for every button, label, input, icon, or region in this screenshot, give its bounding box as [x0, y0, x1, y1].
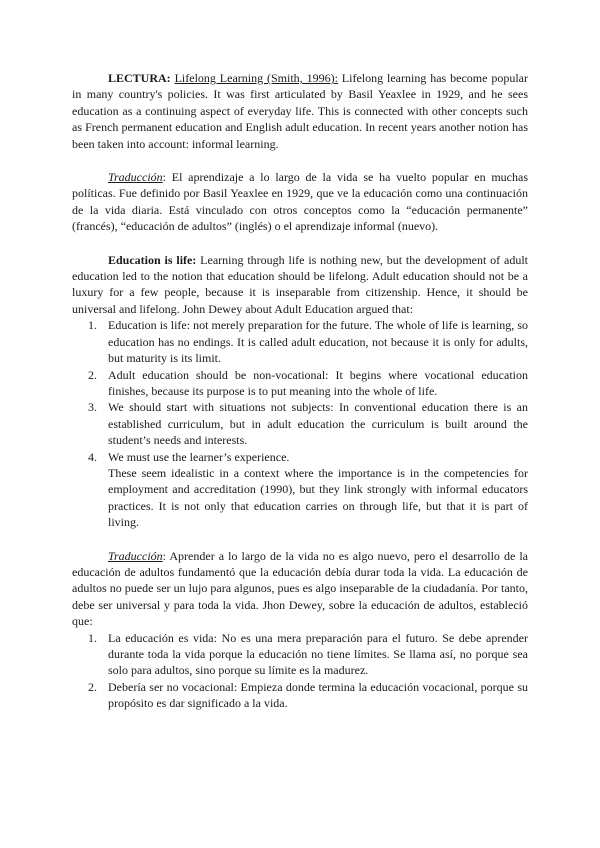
lectura-label: LECTURA:: [108, 71, 171, 85]
list-item: [72, 317, 528, 366]
list-item-text: Education is life: not merely preparation for the future. The whole of life is learning, so education has no endings. It is called adult education, not because it is only for adults, but maturity is its limit.: [108, 318, 528, 366]
traduccion2-paragraph: [72, 548, 528, 630]
list-item: [72, 367, 528, 400]
list-item-number: 3.: [88, 400, 97, 415]
list-item: [72, 449, 528, 465]
traduccion1-paragraph: [72, 169, 528, 235]
list-item-number: 1.: [88, 630, 97, 645]
education-is-life-text: Learning through life is nothing new, but the development of adult education led to the notion that education should be lifelong. Adult education should not be a luxury for a few people, because it is inseparable from citizenship. Hence, it should be universal and lifelong. John Dewey about Adult Education argued that:: [72, 252, 529, 316]
traduccion2-label: Traducción: [108, 548, 163, 563]
list-item-number: 2.: [88, 679, 97, 694]
education-is-life-closing: [72, 465, 528, 531]
dewey-list-es: [72, 630, 528, 712]
lectura-reference: Lifelong Learning (Smith, 1996):: [174, 71, 338, 85]
list-item-number: 4.: [88, 449, 97, 464]
list-item-text: La educación es vida: No es una mera preparación para el futuro. Se debe aprender durante toda la vida porque la educación no tiene límites. Se llama así, no porque sea solo para adultos, sino porque su límite es la madurez.: [108, 630, 528, 678]
traduccion1-text: : El aprendizaje a lo largo de la vida se ha vuelto popular en muchas políticas. Fue definido por Basil Yeaxlee en 1929, que ve la educación como una continuación de la vida diaria. Está vinculado con otros conceptos como la “educación permanente” (francés), “educación de adultos” (inglés) o el aprendizaje informal (nuevo).: [72, 170, 528, 234]
traduccion2-text: : Aprender a lo largo de la vida no es algo nuevo, pero el desarrollo de la educación de adultos fundamentó que la educación debía durar toda la vida. La educación de adultos no puede ser un lujo para algunos, pues es algo inseparable de la ciudadanía. Por tanto, debe ser universal y para toda la vida. Jhon Dewey, sobre la educación de adultos, estableció que:: [72, 548, 528, 629]
lectura-paragraph: [72, 70, 528, 152]
dewey-list-en: [72, 317, 528, 465]
traduccion1-label: Traducción: [108, 170, 163, 185]
document-page: [72, 70, 528, 712]
closing-text: These seem idealistic in a context where the importance is in the competencies for employment and accreditation (1990), but they link strongly with informal educators practices. It is not only that education carries on through life, but that it is part of living.: [108, 465, 528, 530]
list-item-text: Adult education should be non-vocational: It begins where vocational education finishes, because its purpose is to put meaning into the whole of life.: [108, 367, 528, 398]
list-item-text: We should start with situations not subjects: In conventional education there is an established curriculum, but in adult education the curriculum is built around the student’s needs and interests.: [108, 400, 528, 448]
list-item: [72, 630, 528, 679]
list-item-number: 2.: [88, 367, 97, 382]
education-is-life-heading: Education is life:: [108, 252, 197, 267]
list-item: [72, 399, 528, 448]
list-item-text: We must use the learner’s experience.: [108, 449, 290, 464]
list-item-number: 1.: [88, 318, 97, 333]
list-item-text: Debería ser no vocacional: Empieza donde termina la educación vocacional, porque su propósito es dar significado a la vida.: [108, 679, 528, 711]
lectura-text: Lifelong learning has become popular in many country's policies. It was first articulated by Basil Yeaxlee in 1929, and he sees education as a continuing aspect of everyday life. This is connected with other concepts such as French permanent education and English adult education. In recent years another notion has been taken into account: informal learning.: [72, 71, 528, 151]
education-is-life-paragraph: [72, 252, 528, 318]
list-item: [72, 679, 528, 712]
